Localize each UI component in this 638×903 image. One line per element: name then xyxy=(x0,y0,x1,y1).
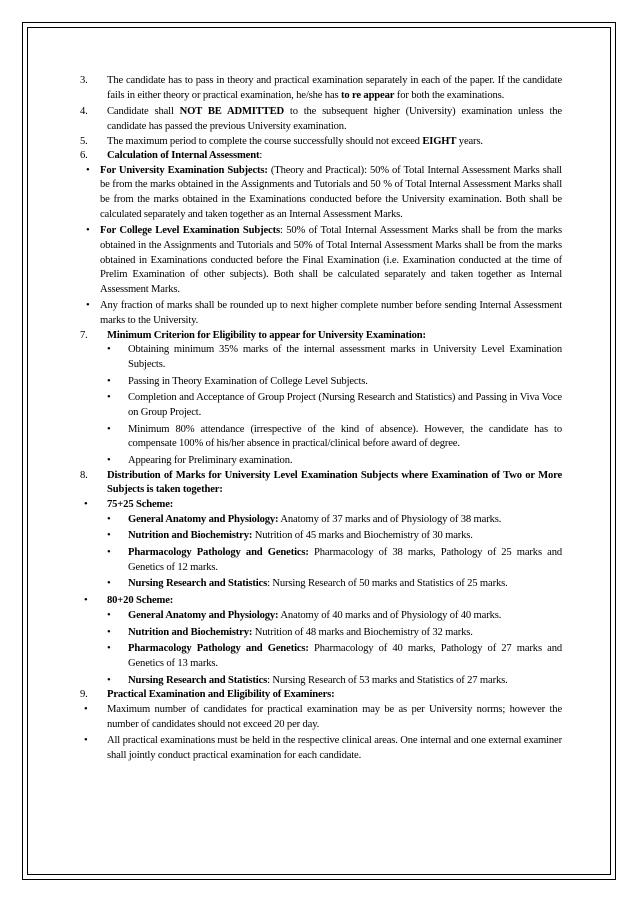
bullet-icon: • xyxy=(86,225,90,237)
bullet-icon: • xyxy=(84,498,88,510)
bullet-icon: • xyxy=(107,547,111,559)
practical-exam-item: • Maximum number of candidates for practical examination may be as per University norms; however the number of candidates should not exceed 20 per day. xyxy=(84,703,562,730)
document-body xyxy=(80,74,562,764)
bullet-icon: • xyxy=(107,674,111,686)
rule-5: 5. The maximum period to complete the course successfully should not exceed EIGHT years. xyxy=(80,135,483,147)
scheme-item: • Nursing Research and Statistics: Nursing Research of 53 marks and Statistics of 27 marks. xyxy=(80,674,562,689)
bullet-icon: • xyxy=(107,626,111,638)
bullet-icon: • xyxy=(84,703,88,715)
scheme-item: • Nutrition and Biochemistry: Nutrition of 48 marks and Biochemistry of 32 marks. xyxy=(80,626,562,641)
eligibility-item: • Obtaining minimum 35% marks of the internal assessment marks in University Level Examination Subjects. xyxy=(107,344,562,370)
bullet-icon: • xyxy=(86,164,90,176)
rule-8-heading: 8. Distribution of Marks for University Level Examination Subjects where Examination of Two or More Subjects is taken together: xyxy=(80,469,562,496)
eligibility-item: • Completion and Acceptance of Group Project (Nursing Research and Statistics) and Passing in Viva Voce on Group Project. xyxy=(107,392,562,418)
scheme-item: • Nursing Research and Statistics: Nursing Research of 50 marks and Statistics of 25 marks. xyxy=(80,577,562,592)
eligibility-item: • Passing in Theory Examination of College Level Subjects. xyxy=(80,375,562,390)
bullet-icon: • xyxy=(107,344,111,356)
scheme-75-25-title: • 75+25 Scheme: xyxy=(80,498,562,513)
internal-assessment-rounding: • Any fraction of marks shall be rounded up to next higher complete number before sending Internal Assessment marks to the University. xyxy=(86,300,562,327)
bullet-icon: • xyxy=(107,643,111,655)
bullet-icon: • xyxy=(107,375,111,387)
bullet-icon: • xyxy=(107,423,111,435)
internal-assessment-university: • For University Examination Subjects: (Theory and Practical): 50% of Total Internal Assessment Marks shall be from the marks obtained in the Assignments and Tutorials and 50 % of Total Internal Assessment Marks shall be from the marks obtained in the Examinations conducted before the University examination. Both shall be calculated separately and taken together as an Internal Assessment Marks. xyxy=(86,164,562,220)
bullet-icon: • xyxy=(84,735,88,747)
rule-3: 3. The candidate has to pass in theory and practical examination separately in each of the paper. If the candidate fails in either theory or practical examination, he/she has to re appear for both the examinations. xyxy=(80,75,562,101)
rule-6-heading: 6. Calculation of Internal Assessment: xyxy=(80,150,263,162)
scheme-80-20-title: • 80+20 Scheme: xyxy=(80,594,562,609)
bullet-icon: • xyxy=(107,513,111,525)
bullet-icon: • xyxy=(107,455,111,467)
bullet-icon: • xyxy=(107,609,111,621)
rule-7-heading: 7. Minimum Criterion for Eligibility to appear for University Examination: xyxy=(80,329,426,341)
rule-4: 4. Candidate shall NOT BE ADMITTED to the subsequent higher (University) examination unless the candidate has passed the previous University examination. xyxy=(80,106,562,132)
practical-exam-item: • All practical examinations must be held in the respective clinical areas. One internal and one external examiner shall jointly conduct practical examination for each candidate. xyxy=(84,735,562,761)
bullet-icon: • xyxy=(84,595,88,607)
internal-assessment-college: • For College Level Examination Subjects: 50% of Total Internal Assessment Marks shall be from the marks obtained in the Assignments and Tutorials and 50% of Total Internal Assessment Marks shall be from the marks obtained in Examinations conducted before the Final Examination (i.e. Examination conducted at the time of Prelim Examination of other subjects). Both shall be calculated separately and taken together as Internal Assessment Marks. xyxy=(86,225,563,295)
bullet-icon: • xyxy=(107,392,111,404)
eligibility-item: • Appearing for Preliminary examination. xyxy=(80,454,562,469)
scheme-item: • Nutrition and Biochemistry: Nutrition of 45 marks and Biochemistry of 30 marks. xyxy=(80,529,562,544)
scheme-item: • General Anatomy and Physiology: Anatomy of 40 marks and of Physiology of 40 marks. xyxy=(80,609,562,624)
eligibility-item: • Minimum 80% attendance (irrespective of the kind of absence). However, the candidate has to compensate 100% of his/her absence in practical/clinical before award of degree. xyxy=(107,423,562,450)
bullet-icon: • xyxy=(107,578,111,590)
bullet-icon: • xyxy=(107,530,111,542)
scheme-item: • Pharmacology Pathology and Genetics: Pharmacology of 38 marks, Pathology of 25 marks and Genetics of 12 marks. xyxy=(107,547,562,573)
scheme-item: • Pharmacology Pathology and Genetics: Pharmacology of 40 marks, Pathology of 27 marks and Genetics of 13 marks. xyxy=(107,643,562,669)
bullet-icon: • xyxy=(86,300,90,312)
scheme-item: • General Anatomy and Physiology: Anatomy of 37 marks and of Physiology of 38 marks. xyxy=(80,513,562,528)
rule-9-heading: 9. Practical Examination and Eligibility of Examiners: xyxy=(80,689,335,701)
